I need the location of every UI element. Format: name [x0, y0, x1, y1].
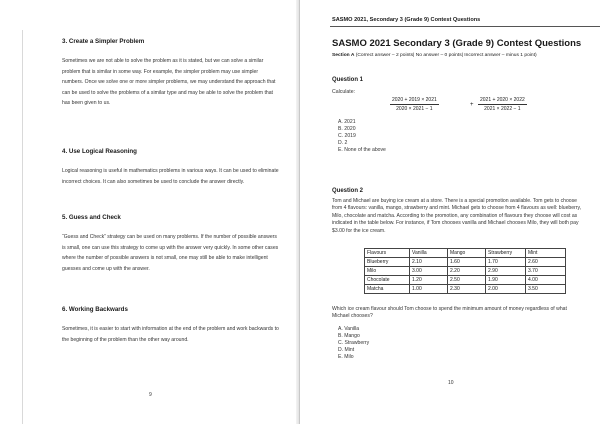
section-label: Section A	[332, 53, 355, 58]
price-table	[364, 248, 566, 294]
section-body-guess-check: “Guess and Check” strategy can be used on many problems. If the number of possible answers is small, one can use this strategy to come up with the answer very quickly. In some other cases where the number of possible answers is not small, one may still be able to make intelligent guesses and come up with the answer.	[62, 234, 279, 272]
question-2-options	[338, 326, 369, 361]
table-cell: 2.50	[448, 276, 486, 285]
q2-option-a[interactable]: A. Vanilla	[338, 326, 360, 332]
q1-option-e[interactable]: E. None of the above	[338, 147, 386, 153]
table-header-cell: Mint	[526, 249, 566, 258]
table-cell: 2.20	[448, 267, 486, 276]
table-cell: Milo	[365, 267, 410, 276]
question-1-title: Question 1	[332, 77, 364, 83]
q1-option-a[interactable]: A. 2021	[338, 119, 356, 125]
section-body-simpler-problem: Sometimes we are not able to solve the problem as it is stated, but we can solve a similar problem that is similar in some way. For example, the simpler problem may use simpler numbers. Once we solve one or more simpler problems, we may understand the approach that can be used to solve the problems of a similar type and may be able to solve the problem that has been given to us.	[62, 58, 276, 106]
section-body-logical-reasoning: Logical reasoning is useful in mathematics problems in various ways. It can be used to eliminate incorrect choices. It can also sometimes be used to conclude the answer directly.	[62, 168, 279, 185]
table-cell: 2.60	[526, 258, 566, 267]
q1-option-b[interactable]: B. 2020	[338, 126, 356, 132]
q2-option-c[interactable]: C. Strawberry	[338, 340, 370, 346]
table-cell: 1.00	[410, 285, 448, 294]
table-cell: 2.90	[486, 267, 526, 276]
question-1-options	[338, 119, 386, 154]
section-title-working-backwards: 6. Working Backwards	[62, 306, 128, 313]
table-row	[365, 276, 566, 285]
page-number-right: 10	[448, 380, 454, 386]
q2-option-b[interactable]: B. Mango	[338, 333, 360, 339]
table-cell: 1.20	[410, 276, 448, 285]
question-2-body: Tom and Michael are buying ice cream at a store. There is a special promotion available. Tom gets to choose from 4 flavours: vanilla, mango, strawberry and mint. Michael gets to choose from 4 flavours as well: blueberry, Milo, chocolate and matcha. According to the promotion, any combination of flavours they choose will cost as indicated in the table below. For instance, if Tom chooses vanilla and Michael chooses Milo, they will both pay $3.00 for the ice cream.	[332, 198, 582, 234]
table-cell: Matcha	[365, 285, 410, 294]
section-title-guess-check: 5. Guess and Check	[62, 214, 121, 221]
table-cell: 3.00	[410, 267, 448, 276]
table-cell: Chocolate	[365, 276, 410, 285]
header-rule	[330, 26, 600, 27]
fraction-2-denominator: 2021 × 2022 − 1	[484, 106, 521, 112]
section-body-working-backwards: Sometimes, it is easier to start with information at the end of the problem and work backwards to the beginning of the problem than the other way around.	[62, 326, 279, 343]
table-header-cell: Strawberry	[486, 249, 526, 258]
table-row	[365, 258, 566, 267]
q1-option-d[interactable]: D. 2	[338, 140, 348, 146]
q1-option-c[interactable]: C. 2019	[338, 133, 356, 139]
table-cell: 1.70	[486, 258, 526, 267]
section-scoring-rules: (Correct answer – 2 points| No answer – 0 points| Incorrect answer – minus 1 point)	[355, 53, 537, 58]
plus-sign: +	[470, 102, 474, 108]
question-1-prompt: Calculate:	[332, 89, 356, 95]
table-cell: 3.70	[526, 267, 566, 276]
table-row	[365, 285, 566, 294]
table-header-cell: Flavours	[365, 249, 410, 258]
section-a-heading	[332, 53, 537, 58]
table-cell: 2.10	[410, 258, 448, 267]
q2-option-e[interactable]: E. Milo	[338, 354, 354, 360]
fraction-2	[478, 97, 527, 112]
section-title-logical-reasoning: 4. Use Logical Reasoning	[62, 148, 137, 155]
q2-option-d[interactable]: D. Mint	[338, 347, 355, 353]
contest-title: SASMO 2021 Secondary 3 (Grade 9) Contest Questions	[332, 38, 582, 49]
table-cell: 2.00	[486, 285, 526, 294]
question-2-question: Which ice cream flavour should Tom choose to spend the minimum amount of money regardless of what Michael chooses?	[332, 306, 567, 320]
right-page	[300, 0, 600, 424]
table-cell: 1.60	[448, 258, 486, 267]
table-cell: 4.00	[526, 276, 566, 285]
page-number-left: 9	[149, 392, 152, 398]
fraction-2-numerator: 2021 + 2020 × 2022	[480, 97, 525, 103]
margin-rule	[22, 30, 23, 424]
table-cell: 2.30	[448, 285, 486, 294]
fraction-1	[390, 97, 439, 112]
table-header-cell: Mango	[448, 249, 486, 258]
table-header-row	[365, 249, 566, 258]
table-cell: 1.90	[486, 276, 526, 285]
table-row	[365, 267, 566, 276]
table-header-cell: Vanilla	[410, 249, 448, 258]
fraction-1-denominator: 2020 × 2021 − 1	[396, 106, 433, 112]
table-cell: Blueberry	[365, 258, 410, 267]
table-cell: 3.50	[526, 285, 566, 294]
running-head: SASMO 2021, Secondary 3 (Grade 9) Contest Questions	[332, 17, 481, 23]
fraction-1-numerator: 2020 + 2019 × 2021	[392, 97, 437, 103]
question-2-title: Question 2	[332, 188, 364, 194]
section-title-simpler-problem: 3. Create a Simpler Problem	[62, 38, 145, 45]
